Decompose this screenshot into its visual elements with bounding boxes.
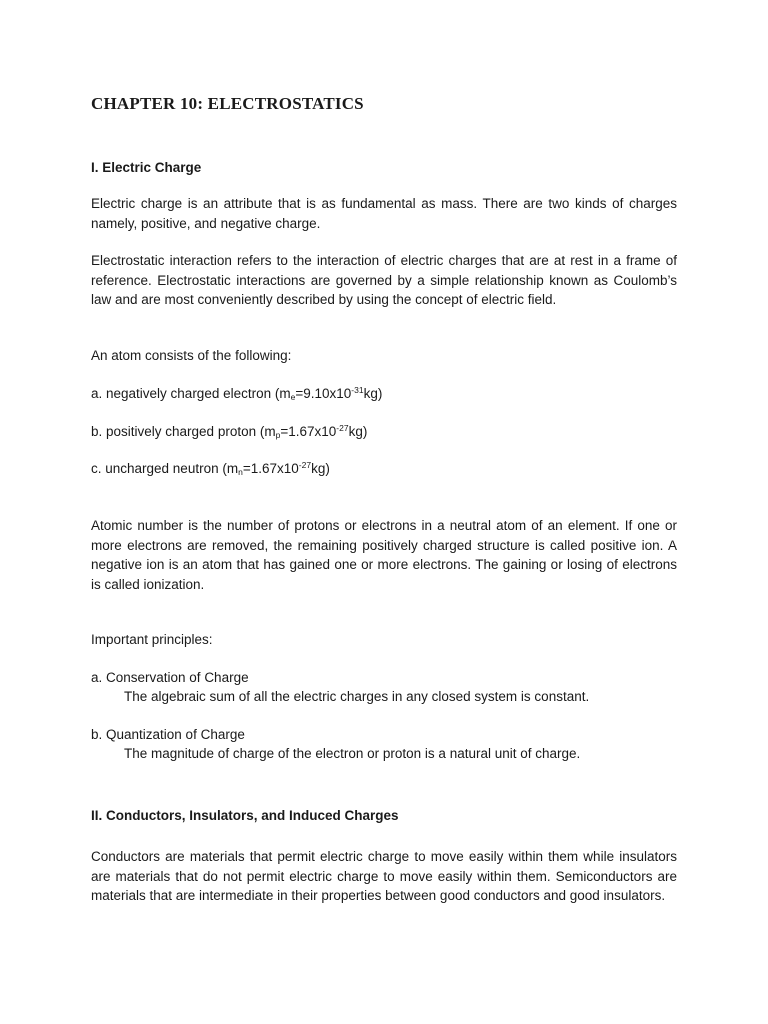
atom-item-electron: a. negatively charged electron $(m_e=9.10x10^{-31}kg)$ [91, 385, 383, 402]
subscript-e: e [290, 392, 296, 402]
exponent: -27 [336, 423, 349, 433]
principle-quantization-text: The magnitude of charge of the electron or proton is a natural unit of charge. [124, 746, 581, 761]
subscript-n: n [238, 467, 243, 477]
atom-item-neutron: c. uncharged neutron $(m_n=1.67x10^{-27}kg)$ [91, 460, 330, 477]
principles-intro: Important principles: [91, 632, 213, 647]
paragraph-electrostatic-interaction: Electrostatic interaction refers to the interaction of electric charges that are at rest in a frame of reference. Electrostatic interactions are governed by a simple relationship known as Coulomb’s law and are most conveniently described by using the concept of electric field. [91, 253, 677, 307]
chapter-title: CHAPTER 10: ELECTROSTATICS [91, 94, 364, 113]
section-heading-electric-charge: I. Electric Charge [91, 160, 202, 175]
exponent: -31 [351, 385, 364, 395]
paragraph-atomic-number: Atomic number is the number of protons or electrons in a neutral atom of an element. If one or more electrons are removed, the remaining positively charged structure is called positive ion. A negative ion is an atom that has gained one or more electrons. The gaining or losing of electrons is called ionization. [91, 518, 677, 592]
principle-quantization-title: b. Quantization of Charge [91, 727, 245, 742]
document-page [91, 0, 677, 1024]
atom-intro: An atom consists of the following: [91, 348, 292, 363]
atom-item-proton: b. positively charged proton $(m_p=1.67x10^{-27}kg)$ [91, 423, 368, 440]
principle-conservation-text: The algebraic sum of all the electric charges in any closed system is constant. [124, 689, 590, 704]
paragraph-electric-charge-intro: Electric charge is an attribute that is as fundamental as mass. There are two kinds of charges namely, positive, and negative charge. [91, 196, 677, 231]
principle-conservation-title: a. Conservation of Charge [91, 670, 249, 685]
subscript-p: p [275, 430, 281, 440]
section-heading-conductors: II. Conductors, Insulators, and Induced Charges [91, 808, 399, 823]
paragraph-conductors: Conductors are materials that permit electric charge to move easily within them while insulators are materials that do not permit electric charge to move easily within them. Semiconductors are materials that are intermediate in their properties between good conductors and good insulators. [91, 849, 677, 903]
exponent: -27 [298, 460, 312, 470]
